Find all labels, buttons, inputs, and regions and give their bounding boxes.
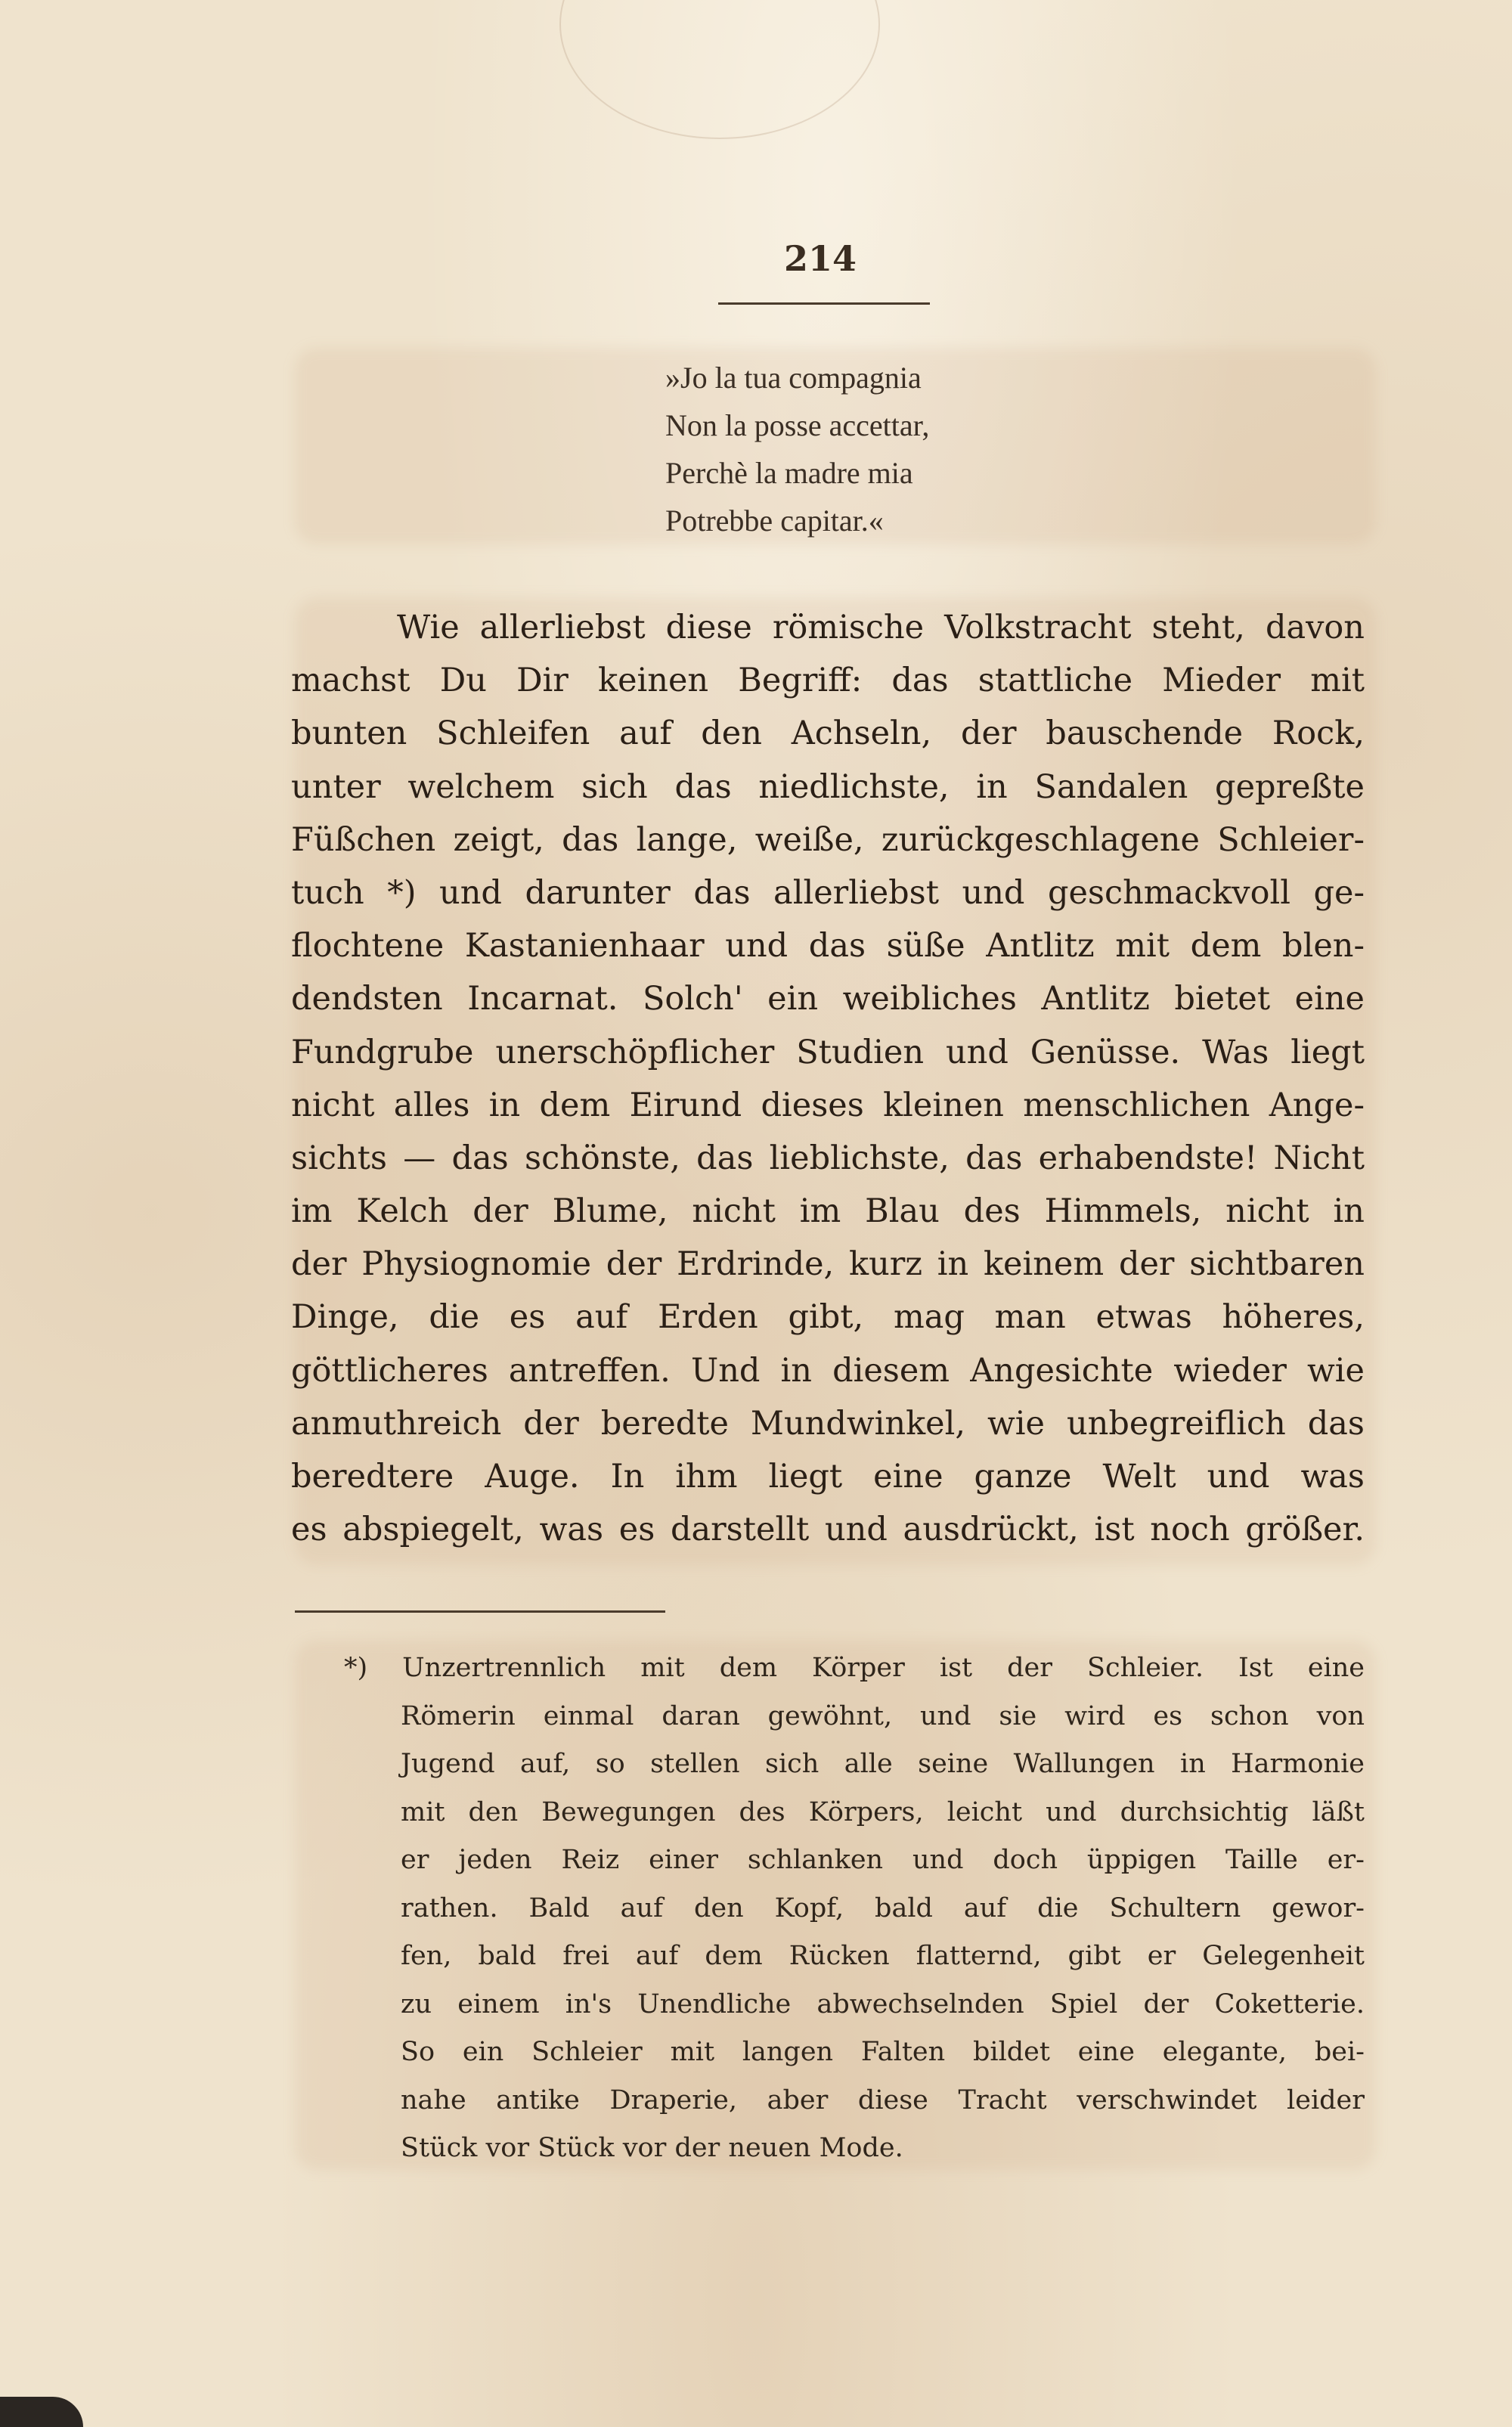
body-line: nicht alles in dem Eirund dieses kleinen menschlichen Ange-: [291, 1086, 1365, 1124]
scan-edge-shadow: [0, 2397, 83, 2427]
body-paragraph: [291, 601, 1365, 1556]
footnote-line: So ein Schleier mit langen Falten bildet eine elegante, bei-: [401, 2037, 1365, 2067]
body-line: Dinge, die es auf Erden gibt, mag man etwas höheres,: [291, 1298, 1365, 1337]
body-line: der Physiognomie der Erdrinde, kurz in keinem der sichtbaren: [291, 1245, 1365, 1284]
body-line: Fundgrube unerschöpflicher Studien und Genüsse. Was liegt: [291, 1033, 1365, 1071]
page-number: 214: [783, 238, 857, 279]
poem-stanza: [665, 354, 929, 544]
body-line: beredtere Auge. In ihm liegt eine ganze Welt und was: [291, 1458, 1365, 1496]
footnote-line: fen, bald frei auf dem Rücken flatternd, gibt er Gelegenheit: [401, 1941, 1365, 1971]
body-line: sichts — das schönste, das lieblichste, das erhabendste! Nicht: [291, 1139, 1365, 1177]
body-line: bunten Schleifen auf den Achseln, der bauschende Rock,: [291, 714, 1365, 753]
body-line: machst Du Dir keinen Begriff: das stattliche Mieder mit: [291, 662, 1365, 700]
poem-line: Non la posse accettar,: [665, 408, 930, 442]
body-line: flochtene Kastanienhaar und das süße Antlitz mit dem blen-: [291, 927, 1365, 966]
body-line: es abspiegelt, was es darstellt und ausdrückt, ist noch größer.: [291, 1511, 1365, 1549]
footnote-line: zu einem in's Unendliche abwechselnden Spiel der Coketterie.: [401, 1988, 1365, 2019]
footnote-line: Jugend auf, so stellen sich alle seine Wallungen in Harmonie: [401, 1749, 1365, 1779]
body-line: göttlicheres antreffen. Und in diesem Angesichte wieder wie: [291, 1351, 1365, 1390]
footnote-line: *) Unzertrennlich mit dem Körper ist der Schleier. Ist eine: [344, 1653, 1365, 1683]
poem-line: Perchè la madre mia: [665, 456, 913, 490]
poem-line: »Jo la tua compagnia: [665, 361, 922, 395]
footnote: [344, 1644, 1365, 2173]
footnote-rule: [295, 1610, 665, 1613]
footnote-line: Römerin einmal daran gewöhnt, und sie wird es schon von: [401, 1700, 1365, 1731]
footnote-line: nahe antike Draperie, aber diese Tracht verschwindet leider: [401, 2084, 1365, 2115]
header-rule: [718, 302, 930, 305]
footnote-line: mit den Bewegungen des Körpers, leicht und durchsichtig läßt: [401, 1796, 1365, 1827]
footnote-line: Stück vor Stück vor der neuen Mode.: [401, 2133, 903, 2163]
footnote-line: er jeden Reiz einer schlanken und doch üppigen Taille er-: [401, 1845, 1365, 1875]
body-line: Füßchen zeigt, das lange, weiße, zurückgeschlagene Schleier-: [291, 820, 1365, 859]
body-line: unter welchem sich das niedlichste, in Sandalen gepreßte: [291, 767, 1365, 806]
poem-line: Potrebbe capitar.«: [665, 504, 884, 538]
body-line: dendsten Incarnat. Solch' ein weibliches Antlitz bietet eine: [291, 980, 1365, 1018]
body-line: im Kelch der Blume, nicht im Blau des Himmels, nicht in: [291, 1192, 1365, 1231]
paper-stain: [559, 0, 880, 139]
body-line: tuch *) und darunter das allerliebst und geschmackvoll ge-: [291, 873, 1365, 912]
body-line: anmuthreich der beredte Mundwinkel, wie unbegreiflich das: [291, 1404, 1365, 1443]
footnote-line: rathen. Bald auf den Kopf, bald auf die Schultern gewor-: [401, 1892, 1365, 1923]
body-line: Wie allerliebst diese römische Volkstracht steht, davon: [397, 609, 1365, 646]
